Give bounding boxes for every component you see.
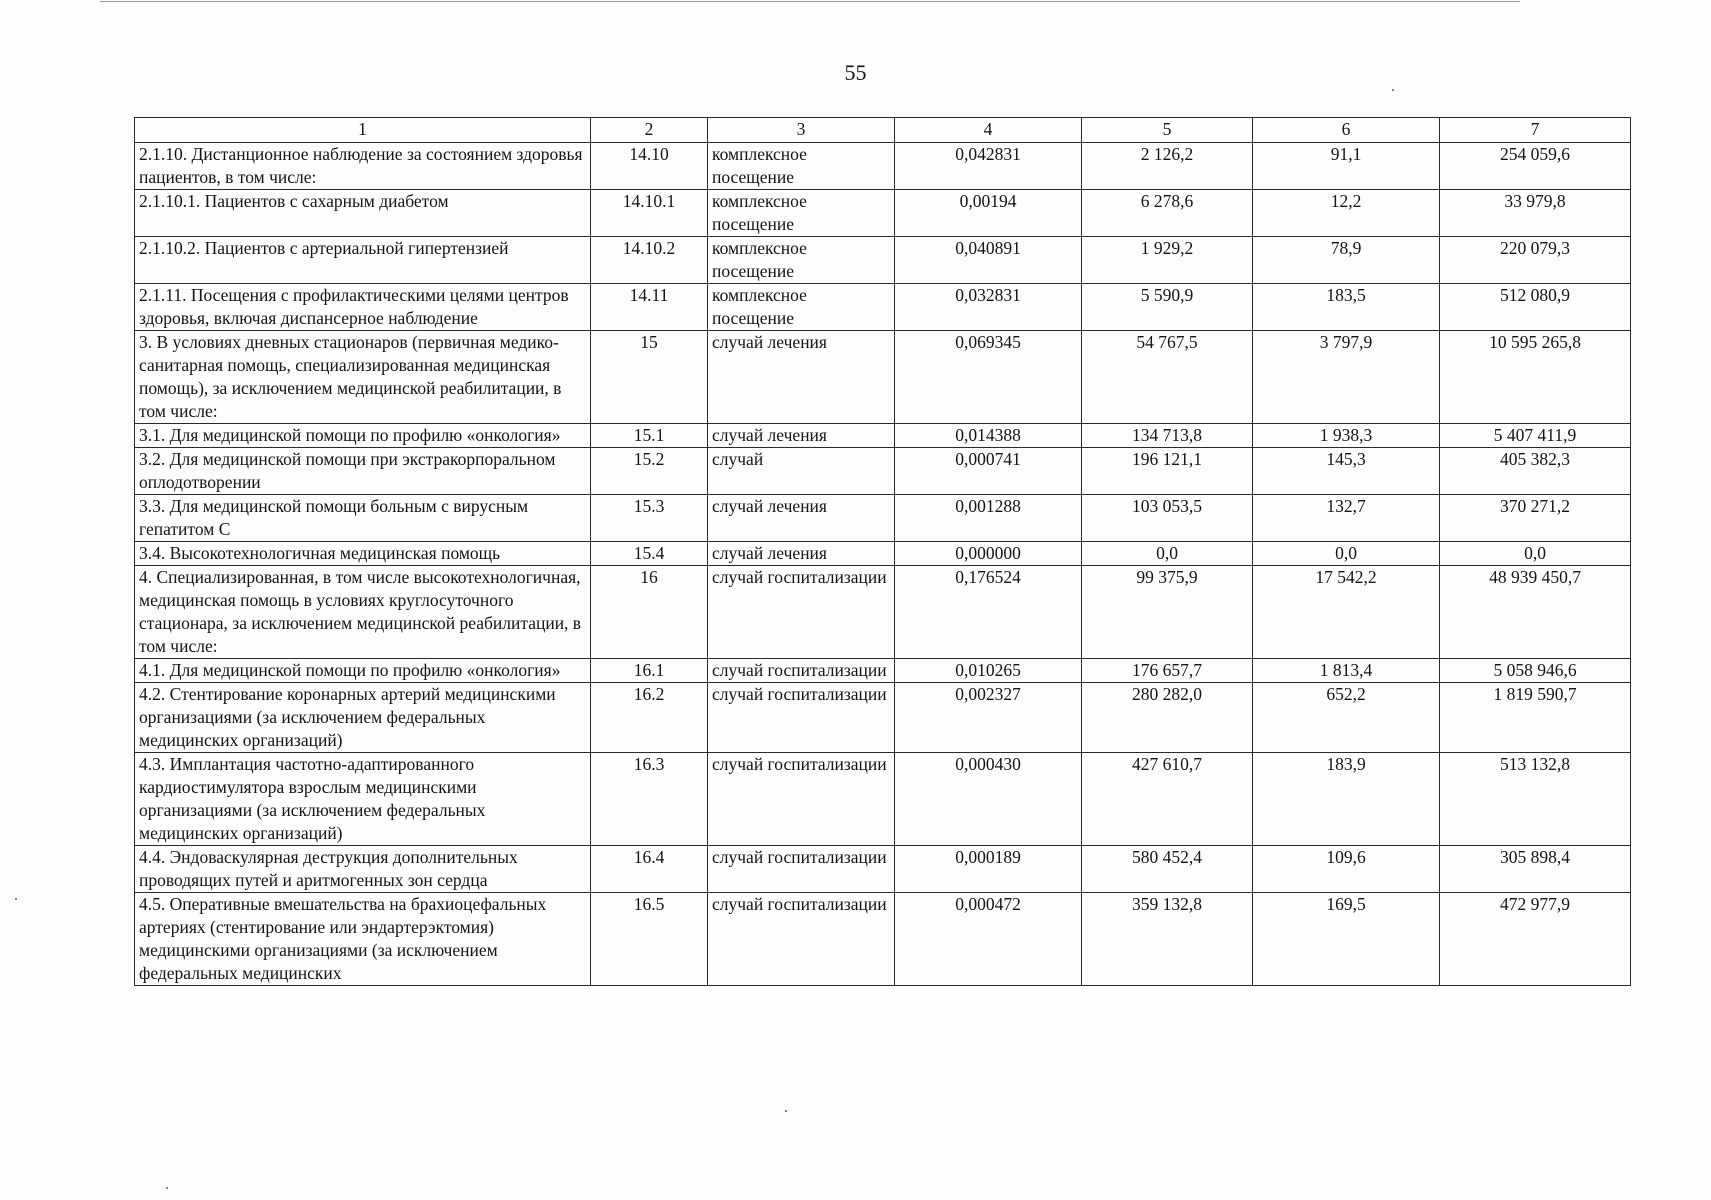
row-per-capita-cell: 109,6: [1253, 846, 1440, 893]
row-total-cell: 10 595 265,8: [1440, 331, 1631, 424]
row-code-cell: 16.2: [591, 683, 708, 753]
column-number: 6: [1253, 118, 1440, 143]
table-row: [135, 448, 1631, 495]
row-norm-cell: 0,014388: [895, 424, 1082, 448]
table-row: [135, 659, 1631, 683]
row-code-cell: 14.10: [591, 143, 708, 190]
row-code-cell: 15.4: [591, 542, 708, 566]
row-norm-cell: 0,000741: [895, 448, 1082, 495]
row-total-cell: 405 382,3: [1440, 448, 1631, 495]
row-name-cell: 4.3. Имплантация частотно-адаптированного кардиостимулятора взрослым медицинскими организациями (за исключением федеральных медицинских организаций): [135, 753, 591, 846]
row-code-cell: 14.10.2: [591, 237, 708, 284]
row-norm-cell: 0,010265: [895, 659, 1082, 683]
row-unit-cell: случай госпитализации: [708, 893, 895, 986]
row-code-cell: 16.4: [591, 846, 708, 893]
row-per-capita-cell: 169,5: [1253, 893, 1440, 986]
row-per-capita-cell: 3 797,9: [1253, 331, 1440, 424]
row-name-cell: 3.4. Высокотехнологичная медицинская помощь: [135, 542, 591, 566]
row-per-capita-cell: 0,0: [1253, 542, 1440, 566]
row-code-cell: 16.3: [591, 753, 708, 846]
row-per-capita-cell: 91,1: [1253, 143, 1440, 190]
row-norm-cell: 0,000472: [895, 893, 1082, 986]
row-per-capita-cell: 145,3: [1253, 448, 1440, 495]
row-unit-cell: комплексное посещение: [708, 190, 895, 237]
row-name-cell: 2.1.10.1. Пациентов с сахарным диабетом: [135, 190, 591, 237]
table-row: [135, 566, 1631, 659]
table-row: [135, 331, 1631, 424]
row-per-capita-cell: 132,7: [1253, 495, 1440, 542]
row-unit-cell: случай госпитализации: [708, 683, 895, 753]
row-per-capita-cell: 78,9: [1253, 237, 1440, 284]
column-number-row: [135, 118, 1631, 143]
row-total-cell: 5 407 411,9: [1440, 424, 1631, 448]
row-cost-cell: 134 713,8: [1082, 424, 1253, 448]
row-unit-cell: случай госпитализации: [708, 753, 895, 846]
row-name-cell: 3. В условиях дневных стационаров (первичная медико-санитарная помощь, специализированная медицинская помощь), за исключением медицинской реабилитации, в том числе:: [135, 331, 591, 424]
row-code-cell: 16.5: [591, 893, 708, 986]
row-total-cell: 513 132,8: [1440, 753, 1631, 846]
row-norm-cell: 0,032831: [895, 284, 1082, 331]
row-unit-cell: комплексное посещение: [708, 284, 895, 331]
table-row: [135, 495, 1631, 542]
row-code-cell: 16.1: [591, 659, 708, 683]
row-unit-cell: случай: [708, 448, 895, 495]
row-norm-cell: 0,00194: [895, 190, 1082, 237]
row-total-cell: 512 080,9: [1440, 284, 1631, 331]
row-name-cell: 2.1.10. Дистанционное наблюдение за состоянием здоровья пациентов, в том числе:: [135, 143, 591, 190]
row-unit-cell: случай лечения: [708, 331, 895, 424]
row-name-cell: 2.1.10.2. Пациентов с артериальной гипертензией: [135, 237, 591, 284]
row-code-cell: 15: [591, 331, 708, 424]
row-name-cell: 3.1. Для медицинской помощи по профилю «онкология»: [135, 424, 591, 448]
row-unit-cell: случай лечения: [708, 495, 895, 542]
row-norm-cell: 0,176524: [895, 566, 1082, 659]
table-row: [135, 424, 1631, 448]
row-cost-cell: 427 610,7: [1082, 753, 1253, 846]
row-code-cell: 15.2: [591, 448, 708, 495]
row-unit-cell: комплексное посещение: [708, 143, 895, 190]
row-cost-cell: 580 452,4: [1082, 846, 1253, 893]
row-cost-cell: 5 590,9: [1082, 284, 1253, 331]
row-code-cell: 14.11: [591, 284, 708, 331]
table-row: [135, 683, 1631, 753]
row-norm-cell: 0,001288: [895, 495, 1082, 542]
row-total-cell: 48 939 450,7: [1440, 566, 1631, 659]
row-per-capita-cell: 12,2: [1253, 190, 1440, 237]
row-unit-cell: случай лечения: [708, 424, 895, 448]
row-unit-cell: случай лечения: [708, 542, 895, 566]
data-table: [134, 117, 1631, 986]
table-row: [135, 893, 1631, 986]
scan-speck: [166, 1187, 168, 1189]
row-cost-cell: 6 278,6: [1082, 190, 1253, 237]
column-number: 4: [895, 118, 1082, 143]
row-cost-cell: 1 929,2: [1082, 237, 1253, 284]
row-code-cell: 15.1: [591, 424, 708, 448]
row-norm-cell: 0,000189: [895, 846, 1082, 893]
row-total-cell: 370 271,2: [1440, 495, 1631, 542]
row-name-cell: 3.3. Для медицинской помощи больным с вирусным гепатитом С: [135, 495, 591, 542]
scan-speck: [785, 1110, 787, 1112]
scan-speck: [15, 898, 17, 900]
table-row: [135, 143, 1631, 190]
row-name-cell: 2.1.11. Посещения с профилактическими целями центров здоровья, включая диспансерное наблюдение: [135, 284, 591, 331]
row-cost-cell: 103 053,5: [1082, 495, 1253, 542]
row-cost-cell: 2 126,2: [1082, 143, 1253, 190]
row-unit-cell: случай госпитализации: [708, 659, 895, 683]
column-number: 1: [135, 118, 591, 143]
row-norm-cell: 0,002327: [895, 683, 1082, 753]
row-per-capita-cell: 652,2: [1253, 683, 1440, 753]
row-norm-cell: 0,000430: [895, 753, 1082, 846]
row-norm-cell: 0,000000: [895, 542, 1082, 566]
row-code-cell: 15.3: [591, 495, 708, 542]
row-code-cell: 14.10.1: [591, 190, 708, 237]
row-per-capita-cell: 183,5: [1253, 284, 1440, 331]
column-number: 7: [1440, 118, 1631, 143]
table-row: [135, 753, 1631, 846]
row-per-capita-cell: 183,9: [1253, 753, 1440, 846]
row-cost-cell: 99 375,9: [1082, 566, 1253, 659]
table-row: [135, 542, 1631, 566]
row-unit-cell: случай госпитализации: [708, 566, 895, 659]
row-name-cell: 4.4. Эндоваскулярная деструкция дополнительных проводящих путей и аритмогенных зон сердца: [135, 846, 591, 893]
row-name-cell: 3.2. Для медицинской помощи при экстракорпоральном оплодотворении: [135, 448, 591, 495]
row-unit-cell: комплексное посещение: [708, 237, 895, 284]
row-total-cell: 1 819 590,7: [1440, 683, 1631, 753]
row-per-capita-cell: 1 813,4: [1253, 659, 1440, 683]
table-row: [135, 846, 1631, 893]
column-number: 2: [591, 118, 708, 143]
page-number: 55: [844, 60, 867, 85]
column-number: 3: [708, 118, 895, 143]
row-total-cell: 220 079,3: [1440, 237, 1631, 284]
row-cost-cell: 359 132,8: [1082, 893, 1253, 986]
scan-speck: [1392, 89, 1394, 91]
row-total-cell: 33 979,8: [1440, 190, 1631, 237]
row-total-cell: 472 977,9: [1440, 893, 1631, 986]
row-name-cell: 4. Специализированная, в том числе высокотехнологичная, медицинская помощь в условиях круглосуточного стационара, за исключением медицинской реабилитации, в том числе:: [135, 566, 591, 659]
row-cost-cell: 0,0: [1082, 542, 1253, 566]
row-unit-cell: случай госпитализации: [708, 846, 895, 893]
row-cost-cell: 176 657,7: [1082, 659, 1253, 683]
row-code-cell: 16: [591, 566, 708, 659]
column-number: 5: [1082, 118, 1253, 143]
row-norm-cell: 0,042831: [895, 143, 1082, 190]
row-total-cell: 305 898,4: [1440, 846, 1631, 893]
row-per-capita-cell: 1 938,3: [1253, 424, 1440, 448]
table-row: [135, 237, 1631, 284]
row-name-cell: 4.2. Стентирование коронарных артерий медицинскими организациями (за исключением федеральных медицинских организаций): [135, 683, 591, 753]
row-cost-cell: 196 121,1: [1082, 448, 1253, 495]
row-norm-cell: 0,040891: [895, 237, 1082, 284]
row-name-cell: 4.5. Оперативные вмешательства на брахиоцефальных артериях (стентирование или эндартерэктомия) медицинскими организациями (за исключением федеральных медицинских: [135, 893, 591, 986]
row-total-cell: 0,0: [1440, 542, 1631, 566]
row-total-cell: 5 058 946,6: [1440, 659, 1631, 683]
row-name-cell: 4.1. Для медицинской помощи по профилю «онкология»: [135, 659, 591, 683]
row-per-capita-cell: 17 542,2: [1253, 566, 1440, 659]
top-rule: [100, 1, 1520, 2]
table-row: [135, 284, 1631, 331]
row-cost-cell: 54 767,5: [1082, 331, 1253, 424]
row-norm-cell: 0,069345: [895, 331, 1082, 424]
row-cost-cell: 280 282,0: [1082, 683, 1253, 753]
table-row: [135, 190, 1631, 237]
row-total-cell: 254 059,6: [1440, 143, 1631, 190]
